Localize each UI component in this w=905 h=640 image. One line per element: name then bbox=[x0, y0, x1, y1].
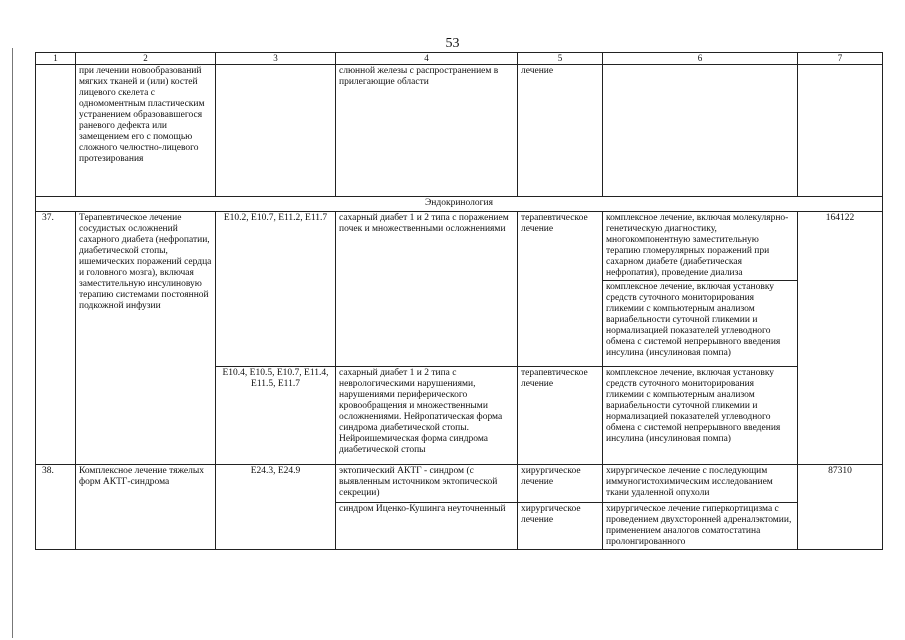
cell-name: при лечении новообразований мягких тканей и (или) костей лицевого скелета с одномоментным пластическим устранением образовавшегося раневого дефекта или замещением его с помощью сложного челюстно-лицевого протезирования bbox=[76, 65, 216, 197]
column-number: 5 bbox=[518, 53, 603, 65]
cell-type: терапевтическое лечение bbox=[518, 212, 603, 367]
section-title: Эндокринология bbox=[36, 197, 883, 212]
cell-codes: E10.2, E10.7, E11.2, E11.7 bbox=[216, 212, 336, 367]
column-number: 3 bbox=[216, 53, 336, 65]
cell-cost: 164122 bbox=[798, 212, 883, 465]
table-row bbox=[36, 212, 883, 281]
cell-model: сахарный диабет 1 и 2 типа с поражением почек и множественными осложнениями bbox=[336, 212, 518, 367]
left-margin-line bbox=[12, 48, 13, 638]
cell-model: синдром Иценко-Кушинга неуточненный bbox=[336, 503, 518, 550]
column-number: 7 bbox=[798, 53, 883, 65]
cell-empty bbox=[798, 65, 883, 197]
column-number-row bbox=[36, 53, 883, 65]
table-row bbox=[36, 465, 883, 503]
cell-model: слюнной железы с распространением в прилегающие области bbox=[336, 65, 518, 197]
cell-empty bbox=[36, 65, 76, 197]
page-number: 53 bbox=[445, 36, 460, 51]
cell-type: лечение bbox=[518, 65, 603, 197]
column-number: 1 bbox=[36, 53, 76, 65]
cell-empty bbox=[216, 65, 336, 197]
row-number: 38. bbox=[36, 465, 76, 550]
cell-method: комплексное лечение, включая установку средств суточного мониторирования гликемии с компьютерным анализом вариабельности суточной гликемии и нормализацией показателей углеводного обмена с системой непрерывного введения инсулина (инсулиновая помпа) bbox=[603, 281, 798, 367]
cell-codes: E10.4, E10.5, E10.7, E11.4, E11.5, E11.7 bbox=[216, 367, 336, 465]
section-row bbox=[36, 197, 883, 212]
cell-name: Терапевтическое лечение сосудистых осложнений сахарного диабета (нефропатии, диабетической стопы, ишемических поражений сердца и головного мозга), включая заместительную инсулиновую терапию системами постоянной подкожной инфузии bbox=[76, 212, 216, 465]
cell-model: эктопический АКТГ - синдром (с выявленным источником эктопической секреции) bbox=[336, 465, 518, 503]
cell-method: хирургическое лечение гиперкортицизма с проведением двухсторонней адреналэктомии, применением аналогов соматостатина пролонгированного bbox=[603, 503, 798, 550]
cell-name: Комплексное лечение тяжелых форм АКТГ-синдрома bbox=[76, 465, 216, 550]
row-number: 37. bbox=[36, 212, 76, 465]
cell-cost: 87310 bbox=[798, 465, 883, 550]
cell-type: хирургическое лечение bbox=[518, 503, 603, 550]
cell-type: терапевтическое лечение bbox=[518, 367, 603, 465]
continuation-row bbox=[36, 65, 883, 197]
treatment-table bbox=[35, 52, 883, 550]
cell-model: сахарный диабет 1 и 2 типа с неврологическими нарушениями, нарушениями периферического кровообращения и множественными осложнениями. Нейропатическая форма синдрома диабетической стопы. Нейроишемическая форма синдрома диабетической стопы bbox=[336, 367, 518, 465]
cell-method: хирургическое лечение с последующим иммуногистохимическим исследованием ткани удаленной опухоли bbox=[603, 465, 798, 503]
cell-method: комплексное лечение, включая молекулярно-генетическую диагностику, многокомпонентную заместительную терапию гломерулярных поражений при сахарном диабете (диабетическая нефропатия), проведение диализа bbox=[603, 212, 798, 281]
cell-empty bbox=[603, 65, 798, 197]
column-number: 4 bbox=[336, 53, 518, 65]
cell-type: хирургическое лечение bbox=[518, 465, 603, 503]
cell-codes: E24.3, E24.9 bbox=[216, 465, 336, 550]
column-number: 6 bbox=[603, 53, 798, 65]
column-number: 2 bbox=[76, 53, 216, 65]
cell-method: комплексное лечение, включая установку средств суточного мониторирования гликемии с компьютерным анализом вариабельности суточной гликемии и нормализацией показателей углеводного обмена с системой непрерывного введения инсулина (инсулиновая помпа) bbox=[603, 367, 798, 465]
